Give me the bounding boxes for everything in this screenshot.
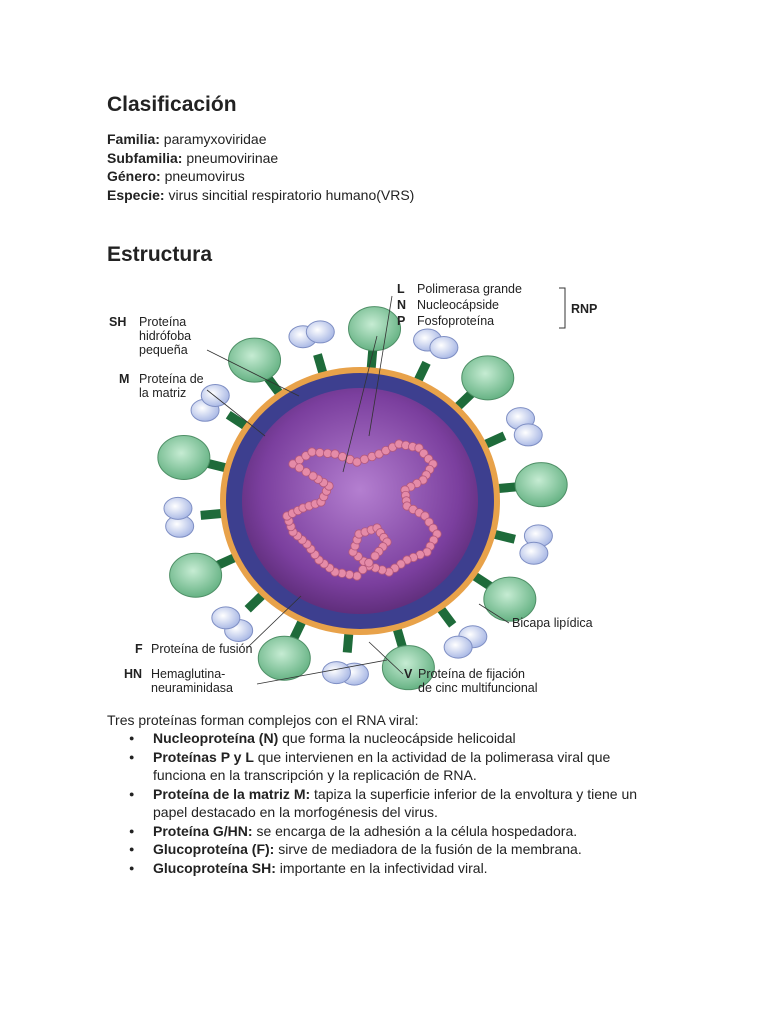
list-item [107, 729, 667, 748]
glycoprotein-head [158, 435, 210, 479]
item-desc: se encarga de la adhesión a la célula hospedadora. [252, 822, 578, 839]
classification-row-family [107, 130, 414, 149]
list-item [107, 840, 667, 859]
rnp-bead [316, 448, 324, 456]
structure-heading: Estructura [107, 243, 213, 266]
family-value: paramyxoviridae [159, 131, 267, 147]
virus-interior [242, 388, 478, 614]
classification-row-species [107, 186, 414, 205]
label-F-text: Proteína de fusión [151, 642, 253, 656]
label-N-code: N [397, 298, 407, 312]
rnp-bead [353, 572, 361, 580]
label-HN-line1: Hemaglutina- [151, 667, 226, 681]
glycoprotein-head [258, 636, 310, 680]
intro-text: Tres proteínas forman complejos con el RNA viral: [107, 712, 419, 728]
classification-heading: Clasificación [107, 93, 237, 116]
label-V-code: V [404, 667, 413, 681]
rnp-bead [295, 464, 303, 472]
small-protein [430, 337, 458, 359]
classification-row-subfamily [107, 149, 414, 168]
classification-list [107, 130, 414, 204]
small-protein [514, 424, 542, 446]
small-protein [306, 321, 334, 343]
list-item [107, 748, 667, 785]
label-L-text: Polimerasa grande [417, 282, 522, 296]
label-P-code: P [397, 314, 406, 328]
classification-row-genus [107, 167, 414, 186]
rnp-bead [371, 552, 379, 560]
label-HN-code: HN [124, 667, 143, 681]
label-M-code: M [119, 372, 130, 386]
item-term: Glucoproteína (F): [153, 841, 275, 857]
genus-value: pneumovirus [160, 168, 245, 184]
rnp-bead [345, 570, 353, 578]
label-HN-line2: neuraminidasa [151, 681, 233, 695]
item-term: Nucleoproteína (N) [153, 730, 279, 746]
label-SH-code: SH [109, 315, 127, 329]
small-protein [201, 384, 229, 406]
label-P-text: Fosfoproteína [417, 314, 495, 328]
label-F-code: F [135, 642, 143, 656]
item-term: Proteína G/HN: [153, 822, 253, 839]
species-value: virus sincitial respiratorio humano(VRS) [164, 186, 415, 203]
item-term: Proteína de la matriz M: [153, 785, 311, 802]
small-protein [164, 497, 192, 519]
item-desc: importante en la infectividad viral. [275, 859, 488, 876]
virus-diagram-svg [107, 276, 627, 701]
list-item [107, 822, 667, 841]
label-SH-line1: Proteína [139, 315, 187, 329]
glycoprotein-head [462, 356, 514, 400]
small-protein [444, 636, 472, 658]
species-label: Especie: [107, 186, 165, 203]
item-desc: tapiza la superficie inferior de la envoltura y tiene un papel destacado en la morfogénesis del virus. [153, 785, 638, 820]
family-label: Familia: [107, 131, 160, 147]
label-rnp: RNP [571, 302, 598, 316]
glycoprotein-head [229, 338, 281, 382]
virus-structure-diagram [107, 276, 627, 701]
subfamily-value: pneumovirinae [182, 149, 279, 166]
rnp-bead [365, 559, 373, 567]
item-desc: sirve de mediadora de la fusión de la membrana. [274, 841, 582, 857]
protein-list [107, 729, 667, 877]
label-N-text: Nucleocápside [417, 298, 499, 312]
item-term: Glucoproteína SH: [153, 859, 276, 876]
glycoprotein-head [484, 577, 536, 621]
glycoprotein-head [349, 307, 401, 351]
glycoprotein-head [515, 463, 567, 507]
rnp-bead [308, 448, 316, 456]
label-M-line2: la matriz [139, 386, 187, 400]
genus-label: Género: [107, 168, 161, 184]
list-item [107, 785, 667, 822]
subfamily-label: Subfamilia: [107, 149, 183, 166]
list-item [107, 859, 667, 878]
label-bilayer: Bicapa lipídica [512, 616, 593, 630]
virus-body [158, 296, 567, 690]
item-term: Proteínas P y L [153, 748, 254, 765]
item-desc: que intervienen en la actividad de la polimerasa viral que funciona en la transcripción y la replicación de RNA. [153, 748, 611, 783]
label-L-code: L [397, 282, 405, 296]
rnp-bracket [559, 288, 565, 328]
label-V-line2: de cinc multifuncional [418, 681, 538, 695]
label-V-line1: Proteína de fijación [418, 667, 526, 681]
glycoprotein-head [170, 553, 222, 597]
item-desc: que forma la nucleocápside helicoidal [278, 730, 516, 746]
label-SH-line2: hidrófoba [139, 329, 192, 343]
small-protein [212, 607, 240, 629]
small-protein [520, 542, 548, 564]
label-M-line1: Proteína de [139, 372, 204, 386]
small-protein [322, 662, 350, 684]
label-SH-line3: pequeña [139, 343, 188, 357]
